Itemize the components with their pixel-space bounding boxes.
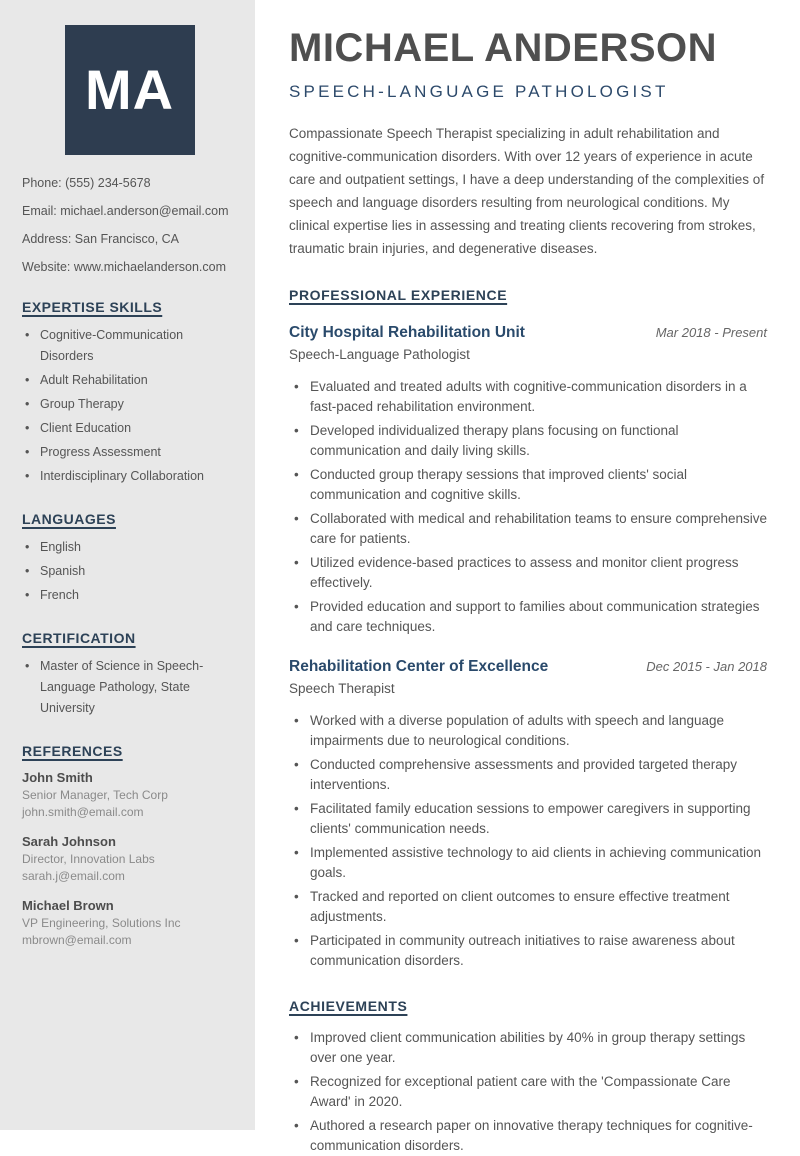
job-bullet: • Participated in community outreach initiatives to raise awareness about communication disorders. [289, 931, 767, 971]
job-header [289, 658, 767, 676]
expertise-skills-list [22, 325, 237, 487]
job-bullet-list [289, 711, 767, 971]
contact-phone: Phone: (555) 234-5678 [22, 176, 151, 190]
achievement-item: • Authored a research paper on innovative therapy techniques for cognitive-communication disorders. [289, 1116, 767, 1156]
job-entry [289, 658, 767, 971]
reference-role: Senior Manager, Tech Corp [22, 788, 168, 802]
job-header [289, 324, 767, 342]
skill-item: • Interdisciplinary Collaboration [22, 466, 237, 487]
contact-website: Website: www.michaelanderson.com [22, 260, 227, 274]
job-bullet: • Implemented assistive technology to aid clients in achieving communication goals. [289, 843, 767, 883]
reference-person [22, 897, 237, 949]
skill-item: • Cognitive-Communication Disorders [22, 325, 237, 367]
language-item: • Spanish [22, 561, 237, 582]
job-bullet: • Conducted comprehensive assessments and provided targeted therapy interventions. [289, 755, 767, 795]
reference-person [22, 833, 237, 885]
job-bullet: • Worked with a diverse population of adults with speech and language impairments due to neurological conditions. [289, 711, 767, 751]
section-achievements [289, 998, 767, 1156]
job-bullet: • Utilized evidence-based practices to assess and monitor client progress effectively. [289, 553, 767, 593]
languages-heading: LANGUAGES [22, 511, 116, 527]
expertise-skills-heading: EXPERTISE SKILLS [22, 299, 163, 315]
certification-item: • Master of Science in Speech-Language Pathology, State University [22, 656, 237, 719]
languages-list [22, 537, 237, 606]
section-certification [22, 630, 237, 719]
job-bullet: • Conducted group therapy sessions that improved clients' social communication and cognitive skills. [289, 465, 767, 505]
contact-info [22, 175, 237, 275]
section-professional-experience [289, 287, 767, 971]
professional-experience-heading: PROFESSIONAL EXPERIENCE [289, 287, 508, 303]
job-role: Speech-Language Pathologist [289, 347, 470, 362]
certification-heading: CERTIFICATION [22, 630, 136, 646]
job-bullet: • Provided education and support to families about communication strategies and care techniques. [289, 597, 767, 637]
reference-person [22, 769, 237, 821]
avatar [65, 25, 195, 155]
achievement-item: • Improved client communication abilities by 40% in group therapy settings over one year. [289, 1028, 767, 1068]
job-bullet: • Evaluated and treated adults with cognitive-communication disorders in a fast-paced rehabilitation environment. [289, 377, 767, 417]
job-company: City Hospital Rehabilitation Unit [289, 324, 525, 341]
avatar-initials: MA [84, 58, 175, 121]
summary-paragraph: Compassionate Speech Therapist specializing in adult rehabilitation and cognitive-communication disorders. With over 12 years of experience in acute care and outpatient settings, I have a deep understanding of the complexities of speech and language disorders resulting from neurological conditions. My clinical expertise lies in assessing and treating clients recovering from strokes, traumatic brain injuries, and degenerative diseases. [289, 126, 765, 256]
reference-name: Michael Brown [22, 898, 114, 913]
contact-address: Address: San Francisco, CA [22, 232, 180, 246]
achievement-item: • Recognized for exceptional patient care with the 'Compassionate Care Award' in 2020. [289, 1072, 767, 1112]
job-bullet: • Collaborated with medical and rehabilitation teams to ensure comprehensive care for patients. [289, 509, 767, 549]
achievements-heading: ACHIEVEMENTS [289, 998, 408, 1014]
achievements-list [289, 1028, 767, 1156]
contact-email: Email: michael.anderson@email.com [22, 204, 229, 218]
reference-email: john.smith@email.com [22, 805, 144, 819]
language-item: • French [22, 585, 237, 606]
job-bullet: • Tracked and reported on client outcomes to ensure effective treatment adjustments. [289, 887, 767, 927]
reference-email: mbrown@email.com [22, 933, 132, 947]
skill-item: • Progress Assessment [22, 442, 237, 463]
job-company: Rehabilitation Center of Excellence [289, 658, 549, 675]
job-bullet-list [289, 377, 767, 637]
person-title: SPEECH-LANGUAGE PATHOLOGIST [289, 82, 669, 101]
reference-email: sarah.j@email.com [22, 869, 125, 883]
section-references [22, 743, 237, 949]
job-entry [289, 324, 767, 637]
skill-item: • Adult Rehabilitation [22, 370, 237, 391]
language-item: • English [22, 537, 237, 558]
section-languages [22, 511, 237, 606]
sidebar [0, 0, 255, 1130]
reference-name: Sarah Johnson [22, 834, 116, 849]
reference-name: John Smith [22, 770, 93, 785]
person-name: MICHAEL ANDERSON [289, 26, 718, 70]
reference-role: Director, Innovation Labs [22, 852, 155, 866]
certification-list [22, 656, 237, 719]
skill-item: • Client Education [22, 418, 237, 439]
job-dates: Mar 2018 - Present [655, 325, 767, 340]
reference-role: VP Engineering, Solutions Inc [22, 916, 181, 930]
skill-item: • Group Therapy [22, 394, 237, 415]
job-bullet: • Developed individualized therapy plans focusing on functional communication and daily living skills. [289, 421, 767, 461]
job-bullet: • Facilitated family education sessions to empower caregivers in supporting clients' communication needs. [289, 799, 767, 839]
main-content [255, 0, 800, 1153]
section-expertise-skills [22, 299, 237, 487]
references-heading: REFERENCES [22, 743, 123, 759]
job-dates: Dec 2015 - Jan 2018 [646, 659, 767, 674]
job-role: Speech Therapist [289, 681, 395, 696]
